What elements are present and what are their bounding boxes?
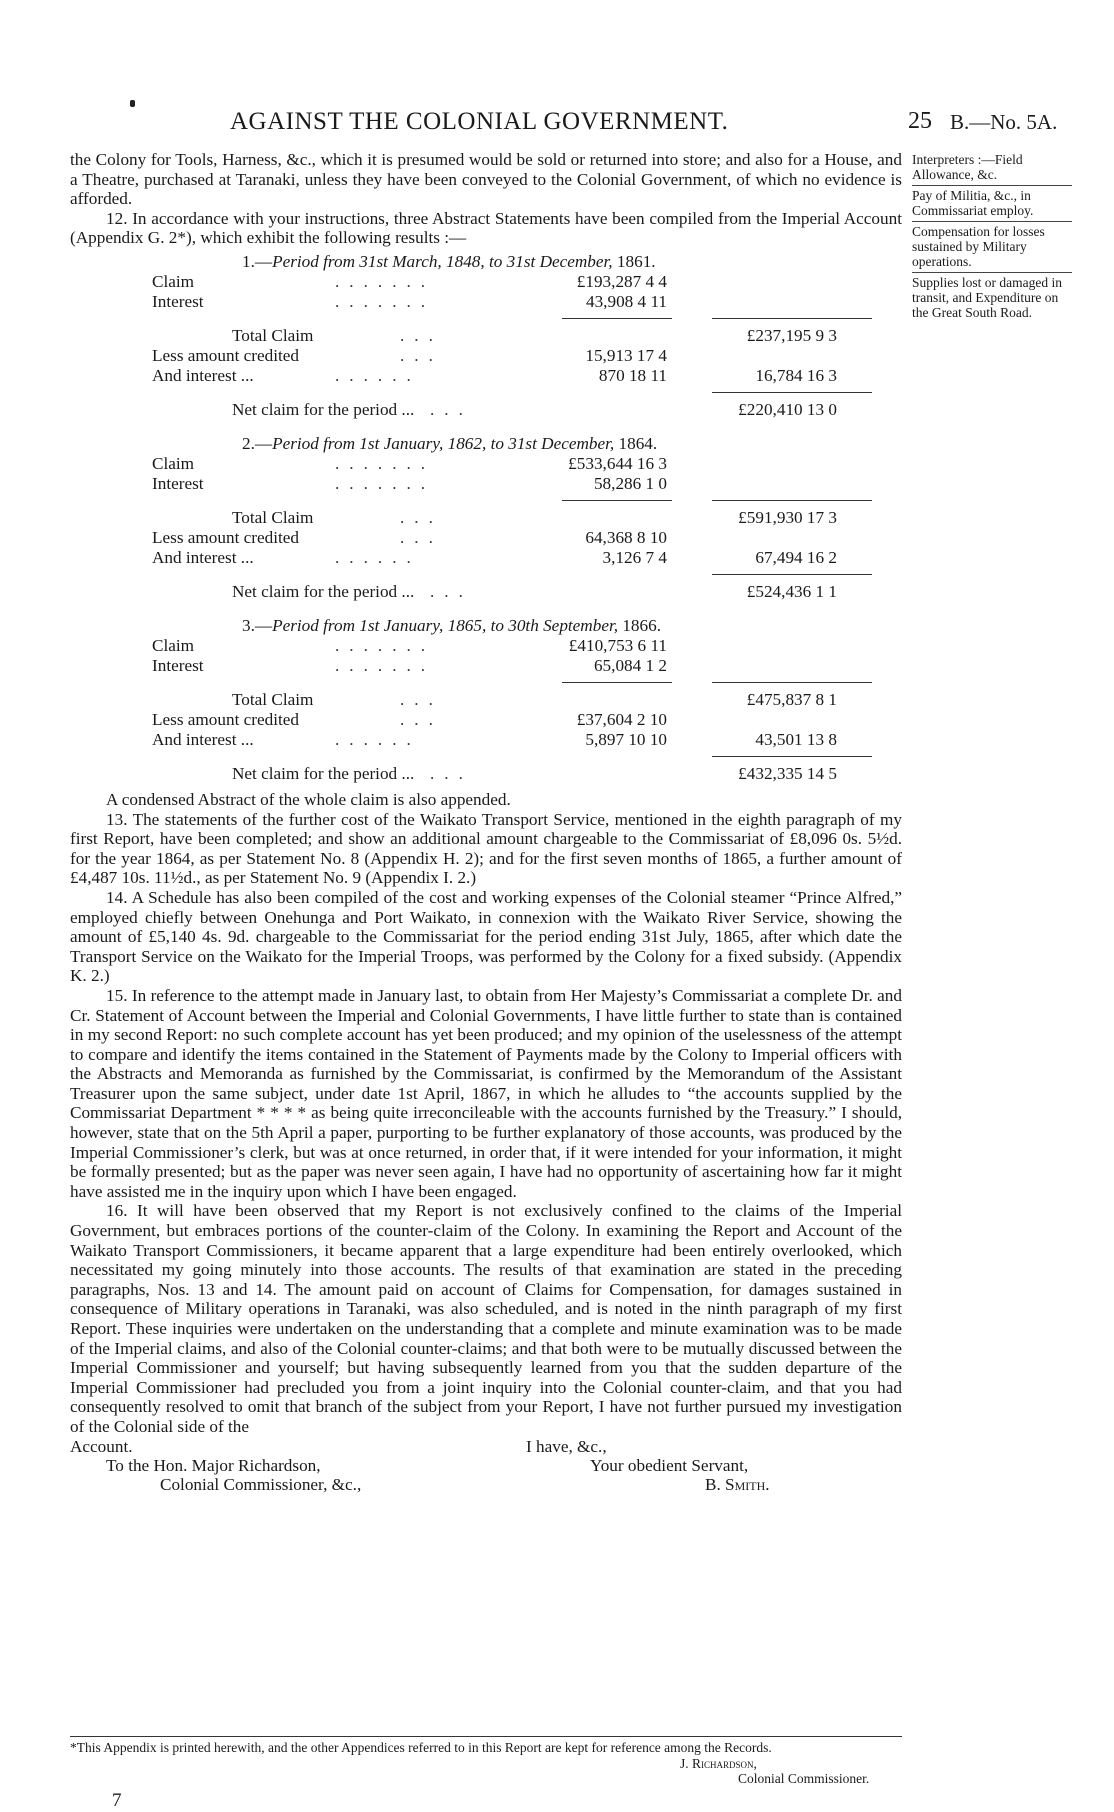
- row-label: And interest ...: [152, 729, 254, 749]
- closing-servant: Your obedient Servant,: [590, 1455, 749, 1475]
- row-label: Claim: [152, 635, 195, 655]
- row-label: Less amount credited: [152, 345, 300, 365]
- and-interest-row: [70, 730, 902, 750]
- row-label: Less amount credited: [152, 709, 300, 729]
- margin-note: Interpreters :—Field Allowance, &c.: [912, 150, 1072, 186]
- leader-dots: ...: [400, 689, 443, 709]
- leader-dots: .......: [335, 271, 436, 291]
- footnote: [70, 1740, 902, 1786]
- net-amount: £432,335 14 5: [738, 763, 837, 783]
- margin-notes: [912, 150, 1072, 323]
- leader-dots: ......: [335, 365, 421, 385]
- paragraph-15: 15. In reference to the attempt made in January last, to obtain from Her Majesty’s Commissariat a complete Dr. and Cr. Statement of Account between the Imperial and Colonial Governments, I have little further to state than is contained in my second Report: no such complete account has yet been produced; and my opinion of the uselessness of the attempt to compare and identify the items contained in the Statement of Payments made by the Colony to Imperial officers with the Abstracts and Memoranda as furnished by the Commissariat, is confirmed by the Memorandum of the Assistant Treasurer upon the same subject, under date 1st April, 1867, in which he alludes to “the accounts supplied by the Commissariat Department * * * * as being quite irreconcileable with the accounts furnished by the Treasury.” I should, however, state that on the 5th April a paper, purporting to be further explanatory of those accounts, was produced by the Imperial Commissioner’s clerk, but was at once returned, in order that, if it were intended for your information, it might be formally presented; but as the paper was never seen again, I have had no opportunity of ascertaining how far it might have assisted me in the inquiry upon which I have been engaged.: [70, 985, 902, 1201]
- interest-amount: 43,908 4 11: [585, 291, 667, 311]
- rule-gap: [70, 494, 902, 508]
- paragraph-13: 13. The statements of the further cost of the Waikato Transport Service, mentioned in the eighth paragraph of my first Report, have been completed; and show an additional amount chargeable to the Commissariat of £8,096 0s. 5½d. for the year 1864, as per Statement No. 8 (Appendix H. 2); and for the first seven months of 1865, a further amount of £4,487 10s. 11½d., as per Statement No. 9 (Appendix I. 2.): [70, 809, 902, 888]
- credited-row: [70, 710, 902, 730]
- period-title: Period from 1st January, 1865, to 30th September,: [272, 615, 619, 635]
- footnote-text: *This Appendix is printed herewith, and the other Appendices referred to in this Report are kept for reference among the Records.: [70, 1740, 772, 1755]
- rule-gap: [70, 386, 902, 400]
- rule: [712, 756, 872, 757]
- page-number: 25: [908, 108, 932, 134]
- net-amount: £524,436 1 1: [746, 581, 837, 601]
- credited-amount: 15,913 17 4: [585, 345, 667, 365]
- rule: [562, 500, 672, 501]
- net-amount: £220,410 13 0: [738, 399, 837, 419]
- net-row: [70, 400, 902, 420]
- paragraph-16: 16. It will have been observed that my Report is not exclusively confined to the claims of the Imperial Government, but embraces portions of the counter-claim of the Colony. In examining the Report and Account of the Waikato Transport Commissioners, it became apparent that a large expenditure had been entirely overlooked, which necessitated my going minutely into those accounts. The results of that examination are stated in the preceding paragraphs, Nos. 13 and 14. The amount paid on account of Claims for Compensation, for damages sustained in consequence of Military operations in Taranaki, was also scheduled, and is noted in the ninth paragraph of my first Report. These inquiries were undertaken on the understanding that a complete and minute examination was to be made of the Imperial claims, and also of the Colonial counter-claims; and that both were to be mutually discussed between the Imperial Commissioner and yourself; but having subsequently learned from you that the sudden departure of the Imperial Commissioner had precluded you from a joint inquiry into the Colonial counter-claim, and that you had consequently resolved to omit that branch of the subject from your Report, I have not further pursued my investigation of the Colonial side of the: [70, 1201, 902, 1436]
- page-title: AGAINST THE COLONIAL GOVERNMENT.: [230, 108, 729, 135]
- leader-dots: ...: [400, 345, 443, 365]
- footnote-rule: [70, 1736, 902, 1737]
- total-row: [70, 326, 902, 346]
- rule: [712, 318, 872, 319]
- row-label: Total Claim: [232, 689, 314, 709]
- period-year: 1866.: [622, 615, 661, 635]
- rule-gap: [70, 676, 902, 690]
- rule: [562, 318, 672, 319]
- row-label: Net claim for the period ...: [232, 399, 415, 419]
- paragraph-14: 14. A Schedule has also been compiled of the cost and working expenses of the Colonial steamer “Prince Alfred,” employed chiefly between Onehunga and Port Waikato, in connexion with the Waikato River Service, showing the amount of £5,140 4s. 9d. chargeable to the Commissariat for the period ending 31st July, 1865, after which date the Transport Service on the Waikato for the Imperial Troops, was performed by the Colony for a fixed subsidy. (Appendix K. 2.): [70, 887, 902, 986]
- addressee: To the Hon. Major Richardson,: [106, 1455, 321, 1475]
- total-amount: £475,837 8 1: [746, 689, 837, 709]
- row-label: And interest ...: [152, 547, 254, 567]
- leader-dots: ...: [400, 709, 443, 729]
- row-label: And interest ...: [152, 365, 254, 385]
- and-interest-amount: 5,897 10 10: [585, 729, 667, 749]
- rule: [562, 682, 672, 683]
- total-row: [70, 690, 902, 710]
- period-heading: [70, 252, 902, 272]
- period-title: Period from 31st March, 1848, to 31st December,: [272, 251, 613, 271]
- sheet-number: 7: [112, 1790, 122, 1811]
- rule: [712, 574, 872, 575]
- rule: [712, 392, 872, 393]
- total-amount: £237,195 9 3: [746, 325, 837, 345]
- interest-row: [70, 656, 902, 676]
- interest-row: [70, 292, 902, 312]
- leader-dots: ...: [400, 527, 443, 547]
- margin-note: Supplies lost or damaged in transit, and Expenditure on the Great South Road.: [912, 275, 1062, 320]
- leader-dots: .......: [335, 473, 436, 493]
- deduction-amount: 43,501 13 8: [755, 729, 837, 749]
- claim-row: [70, 454, 902, 474]
- rule: [712, 682, 872, 683]
- leader-dots: .......: [335, 291, 436, 311]
- printer-mark: [130, 100, 135, 107]
- period-year: 1864.: [618, 433, 658, 453]
- leader-dots: ...: [430, 763, 473, 783]
- credited-row: [70, 346, 902, 366]
- net-row: [70, 582, 902, 602]
- margin-note: Pay of Militia, &c., in Commissariat employ.: [912, 186, 1072, 222]
- rule-gap: [70, 750, 902, 764]
- credited-row: [70, 528, 902, 548]
- paragraph-12: 12. In accordance with your instructions, three Abstract Statements have been compiled from the Imperial Account (Appendix G. 2*), which exhibit the following results :—: [70, 208, 902, 248]
- leader-dots: .......: [335, 453, 436, 473]
- row-label: Interest: [152, 473, 204, 493]
- interest-row: [70, 474, 902, 494]
- paragraph-condensed: A condensed Abstract of the whole claim is also appended.: [106, 789, 511, 809]
- body-text: [70, 150, 902, 1513]
- credited-amount: 64,368 8 10: [585, 527, 667, 547]
- interest-amount: 65,084 1 2: [593, 655, 667, 675]
- row-label: Total Claim: [232, 325, 314, 345]
- addressee-title: Colonial Commissioner, &c.,: [160, 1474, 362, 1494]
- period-number: 2.—: [242, 433, 273, 453]
- and-interest-amount: 870 18 11: [598, 365, 667, 385]
- leader-dots: ...: [400, 507, 443, 527]
- leader-dots: ...: [430, 581, 473, 601]
- total-amount: £591,930 17 3: [738, 507, 837, 527]
- rule: [712, 500, 872, 501]
- period-year: 1861.: [616, 251, 656, 271]
- leader-dots: ...: [400, 325, 443, 345]
- row-label: Interest: [152, 655, 204, 675]
- claim-amount: £193,287 4 4: [576, 271, 667, 291]
- leader-dots: .......: [335, 655, 436, 675]
- period-title: Period from 1st January, 1862, to 31st December,: [272, 433, 615, 453]
- rule-gap: [70, 568, 902, 582]
- period-heading: [70, 616, 902, 636]
- leader-dots: ......: [335, 729, 421, 749]
- closing-block: [70, 1437, 902, 1513]
- row-label: Interest: [152, 291, 204, 311]
- row-label: Total Claim: [232, 507, 314, 527]
- credited-amount: £37,604 2 10: [576, 709, 667, 729]
- closing-account: Account.: [70, 1436, 133, 1456]
- period-number: 3.—: [242, 615, 273, 635]
- spacer: [70, 420, 902, 434]
- document-ref: B.—No. 5A.: [950, 110, 1058, 134]
- and-interest-row: [70, 548, 902, 568]
- row-label: Claim: [152, 453, 195, 473]
- footnote-signer-title: Colonial Commissioner.: [738, 1771, 870, 1786]
- spacer: [70, 602, 902, 616]
- closing-i-have: I have, &c.,: [526, 1436, 607, 1456]
- total-row: [70, 508, 902, 528]
- leader-dots: ......: [335, 547, 421, 567]
- interest-amount: 58,286 1 0: [593, 473, 667, 493]
- and-interest-amount: 3,126 7 4: [602, 547, 667, 567]
- row-label: Net claim for the period ...: [232, 763, 415, 783]
- period-heading: [70, 434, 902, 454]
- claim-amount: £533,644 16 3: [568, 453, 667, 473]
- running-header: [70, 108, 1070, 144]
- row-label: Net claim for the period ...: [232, 581, 415, 601]
- row-label: Less amount credited: [152, 527, 300, 547]
- net-row: [70, 764, 902, 784]
- paragraph-intro: the Colony for Tools, Harness, &c., which it is presumed would be sold or returned into store; and also for a House, and a Theatre, purchased at Taranaki, unless they have been conveyed to the Colonial Government, of which no evidence is afforded.: [70, 150, 902, 209]
- abstract-statements: [70, 252, 902, 784]
- deduction-amount: 16,784 16 3: [755, 365, 837, 385]
- period-number: 1.—: [242, 251, 273, 271]
- claim-amount: £410,753 6 11: [568, 635, 667, 655]
- rule-gap: [70, 312, 902, 326]
- deduction-amount: 67,494 16 2: [755, 547, 837, 567]
- row-label: Claim: [152, 271, 195, 291]
- and-interest-row: [70, 366, 902, 386]
- margin-note: Compensation for losses sustained by Military operations.: [912, 222, 1072, 273]
- leader-dots: ...: [430, 399, 473, 419]
- claim-row: [70, 272, 902, 292]
- signer-name: B. Smith.: [705, 1474, 770, 1494]
- claim-row: [70, 636, 902, 656]
- leader-dots: .......: [335, 635, 436, 655]
- footnote-signer: J. Richardson,: [680, 1756, 757, 1771]
